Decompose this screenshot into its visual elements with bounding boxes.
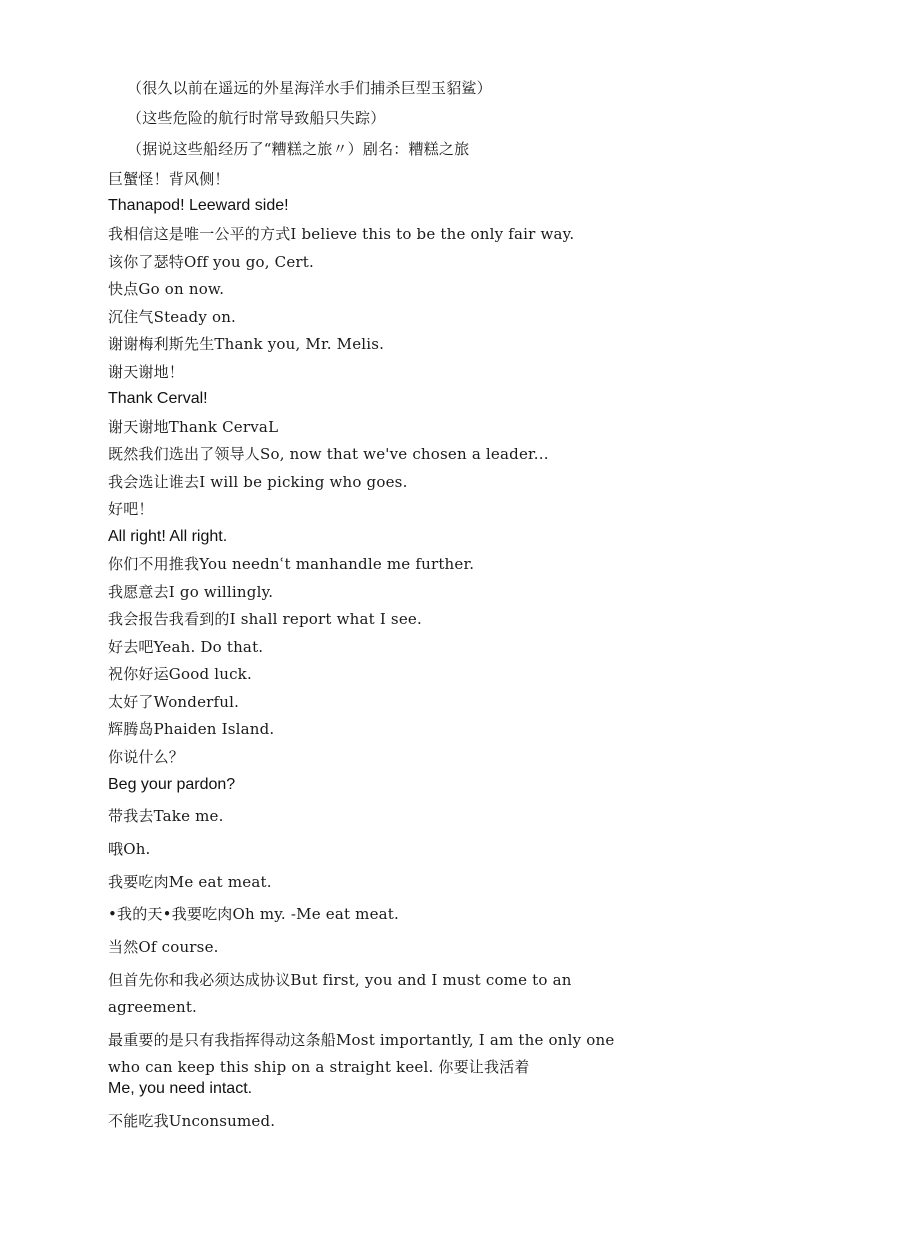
- text-line: 该你了瑟特Off you go, Cert.: [108, 253, 314, 271]
- text-line: 最重要的是只有我指挥得动这条船Most importantly, I am the only one: [108, 1031, 615, 1049]
- text-line: 太好了Wonderful.: [108, 693, 240, 711]
- text-line: agreement.: [108, 998, 198, 1016]
- text-line: Thank Cerval!: [108, 390, 208, 407]
- text-line: All right! All right.: [108, 528, 228, 545]
- text-line: 你说什么？: [108, 748, 185, 766]
- text-line: 我要吃肉Me eat meat.: [108, 873, 272, 891]
- text-line: 当然Of course.: [108, 938, 219, 956]
- text-line: 沉住气Steady on.: [108, 308, 237, 326]
- text-line: 既然我们选出了领导人So, now that we've chosen a leader...: [108, 445, 549, 463]
- text-line: （很久以前在遥远的外星海洋水手们捕杀巨型玉貂鲨）: [127, 79, 492, 97]
- text-line: 快点Go on now.: [108, 280, 225, 298]
- text-line: 带我去Take me.: [108, 807, 224, 825]
- text-line: （据说这些船经历了“糟糕之旅〃）剧名：糟糕之旅: [127, 140, 470, 158]
- text-line: who can keep this ship on a straight keel. 你要让我活着: [108, 1058, 530, 1076]
- text-line: 辉腾岛Phaiden Island.: [108, 720, 275, 738]
- text-line: 我相信这是唯一公平的方式I believe this to be the only fair way.: [108, 225, 575, 243]
- text-line: 好吧！: [108, 500, 154, 518]
- text-line: Me, you need intact.: [108, 1080, 253, 1097]
- text-line: Thanapod! Leeward side!: [108, 197, 289, 214]
- text-line: 谢天谢地Thank CervaL: [108, 418, 279, 436]
- text-line: （这些危险的航行时常导致船只失踪）: [127, 109, 386, 127]
- text-line: 祝你好运Good luck.: [108, 665, 252, 683]
- text-line: Beg your pardon?: [108, 776, 236, 793]
- text-line: 我愿意去I go willingly.: [108, 583, 274, 601]
- text-line: 谢谢梅利斯先生Thank you, Mr. Melis.: [108, 335, 385, 353]
- text-line: 但首先你和我必须达成协议But first, you and I must come to an: [108, 971, 572, 989]
- text-line: 好去吧Yeah. Do that.: [108, 638, 264, 656]
- text-line: 不能吃我Unconsumed.: [108, 1112, 276, 1130]
- text-line: 我会选让谁去I will be picking who goes.: [108, 473, 408, 491]
- text-line: 你们不用推我You neednʿt manhandle me further.: [108, 555, 475, 573]
- text-line: 巨蟹怪！背风侧！: [108, 170, 230, 188]
- text-line: 谢天谢地！: [108, 363, 185, 381]
- text-line: •我的天•我要吃肉Oh my. -Me eat meat.: [108, 905, 399, 923]
- text-line: 我会报告我看到的I shall report what I see.: [108, 610, 422, 628]
- text-line: 哦Oh.: [108, 840, 151, 858]
